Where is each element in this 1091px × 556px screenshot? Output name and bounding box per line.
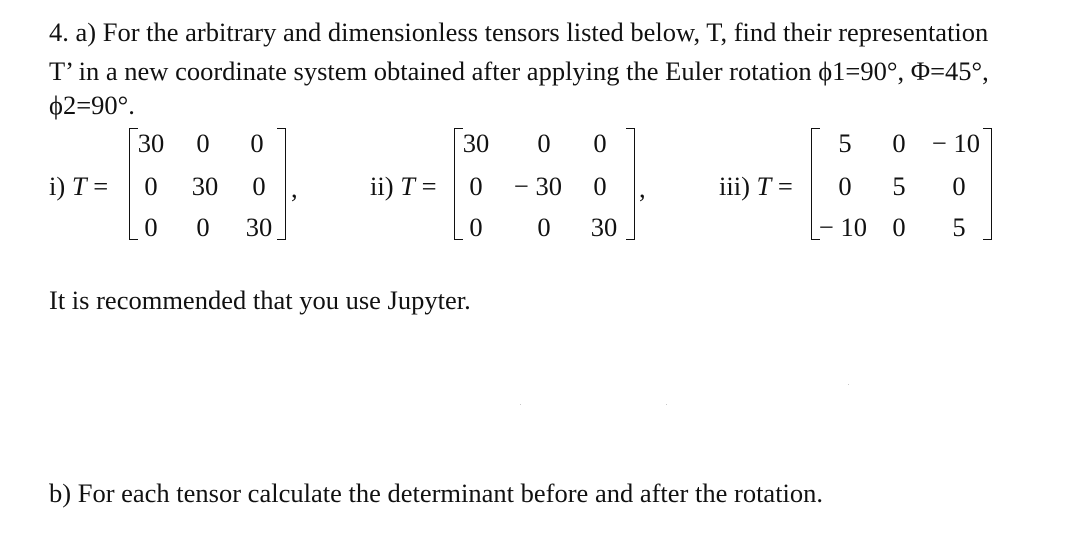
tensor-iii-lhs (719, 171, 793, 202)
matrix-cell: 0 (537, 128, 551, 158)
matrix-cell: 0 (144, 212, 158, 242)
separator-comma: , (291, 173, 298, 203)
scan-speck (848, 384, 849, 385)
matrix-cell: 0 (469, 171, 483, 201)
equals-sign: = (777, 171, 793, 201)
matrix-cell: 30 (137, 128, 165, 158)
matrix-cell: 0 (469, 212, 483, 242)
matrix-cell: − 10 (818, 212, 868, 242)
tensor-i (49, 126, 309, 246)
matrix-cell: 0 (144, 171, 158, 201)
matrix-cell: 0 (252, 171, 266, 201)
matrix-cell: 30 (245, 212, 273, 242)
matrix-cell: 0 (196, 128, 210, 158)
tensor-label: i) (49, 171, 66, 201)
matrix-cell: 0 (838, 171, 852, 201)
scan-speck (520, 404, 521, 405)
matrix-cell: 0 (196, 212, 210, 242)
matrix-cell: 0 (892, 212, 906, 242)
matrix-cell: − 10 (931, 128, 981, 158)
tensor-symbol: T (71, 171, 87, 201)
part-b-text: b) For each tensor calculate the determinant before and after the rotation. (49, 478, 824, 508)
tensor-symbol: T (400, 171, 415, 201)
tensor-symbol: T (756, 171, 772, 201)
tensor-i-lhs (49, 171, 108, 202)
matrix-cell: 30 (462, 128, 490, 158)
tensor-label: iii) (719, 171, 750, 201)
matrix-cell: 0 (952, 171, 966, 201)
matrix-cell: 30 (590, 212, 618, 242)
matrix-cell: 5 (952, 212, 966, 242)
question-text-line-2: T’ in a new coordinate system obtained after applying the Euler rotation ϕ1=90°, Φ=45°, (49, 56, 989, 86)
recommendation-text: It is recommended that you use Jupyter. (49, 285, 471, 315)
matrix-cell: 5 (892, 171, 906, 201)
scan-speck (666, 404, 667, 405)
matrix-cell: 0 (593, 128, 607, 158)
equals-sign: = (93, 171, 109, 201)
question-text-line-3: ϕ2=90°. (49, 90, 135, 120)
question-text-line-1: 4. a) For the arbitrary and dimensionless tensors listed below, T, find their representation (49, 17, 989, 47)
matrix-cell: 30 (191, 171, 219, 201)
tensor-iii (719, 126, 1019, 246)
matrix-cell: 0 (537, 212, 551, 242)
matrix-cell: 0 (250, 128, 264, 158)
matrix-cell: 5 (838, 128, 852, 158)
tensor-ii (370, 126, 650, 246)
separator-comma: , (639, 173, 646, 203)
tensor-ii-lhs (370, 171, 437, 202)
equals-sign: = (421, 171, 437, 201)
matrix-cell: 0 (892, 128, 906, 158)
matrix-cell: 0 (593, 171, 607, 201)
matrix-cell: − 30 (513, 171, 563, 201)
tensor-label: ii) (370, 171, 394, 201)
